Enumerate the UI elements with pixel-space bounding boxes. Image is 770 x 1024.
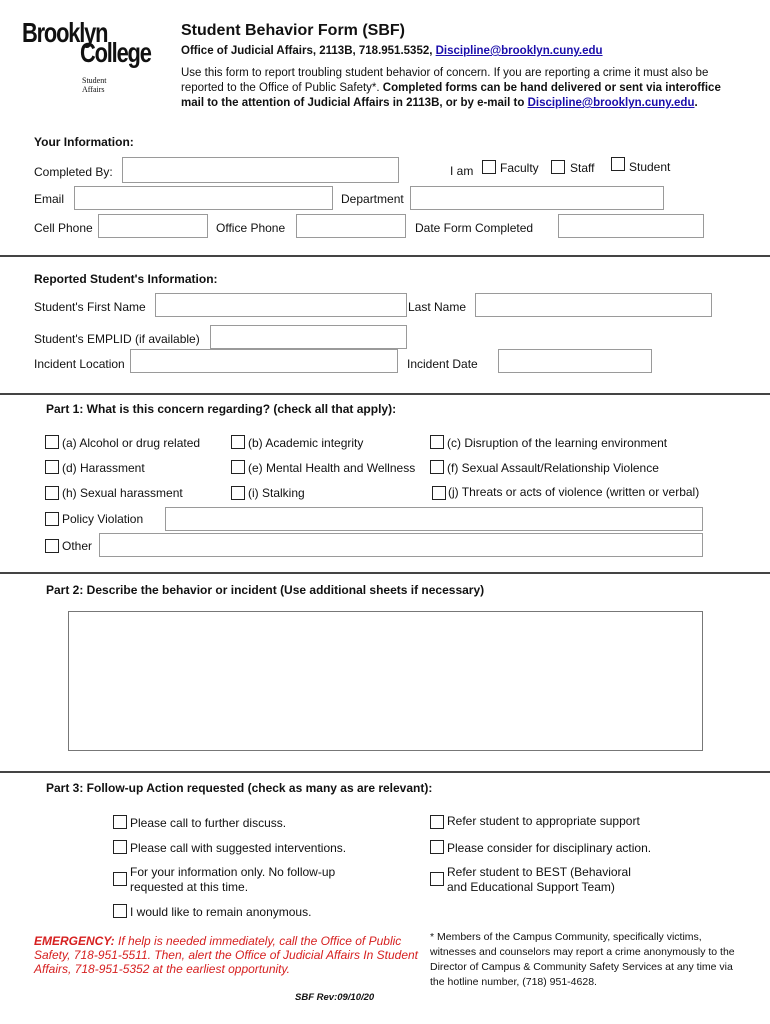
harassment-checkbox[interactable]: [45, 460, 59, 474]
intro-text: Use this form to report troubling student behavior of concern. If you are reporting a crime it must also be reported to the Office of Public Safety*.: [181, 67, 709, 94]
form-title: Student Behavior Form (SBF): [181, 22, 406, 39]
cell-phone-field[interactable]: [98, 214, 208, 238]
department-label: Department: [341, 192, 404, 206]
staff-label: Staff: [570, 161, 595, 175]
threats-checkbox[interactable]: [432, 486, 446, 500]
fyi-label-2: requested at this time.: [130, 880, 249, 894]
threats-label: (j) Threats or acts of violence (written or verbal): [448, 485, 700, 499]
call-interventions-checkbox[interactable]: [113, 840, 127, 854]
emergency-notice: [34, 934, 424, 976]
location-label: Incident Location: [34, 357, 125, 371]
disciplinary-label: Please consider for disciplinary action.: [447, 841, 652, 855]
first-name-label: Student's First Name: [34, 300, 146, 314]
email-field[interactable]: [74, 186, 333, 210]
cell-phone-label: Cell Phone: [34, 221, 93, 235]
incident-date-field[interactable]: [498, 349, 652, 373]
stalking-checkbox[interactable]: [231, 486, 245, 500]
mental-health-label: (e) Mental Health and Wellness: [248, 461, 416, 475]
sexual-assault-checkbox[interactable]: [430, 460, 444, 474]
anonymous-label: I would like to remain anonymous.: [130, 905, 312, 919]
incident-date-label: Incident Date: [407, 357, 478, 371]
staff-checkbox[interactable]: [551, 160, 565, 174]
sexual-assault-label: (f) Sexual Assault/Relationship Violence: [447, 461, 659, 475]
logo-line-2: College: [80, 37, 151, 68]
refer-support-checkbox[interactable]: [430, 815, 444, 829]
anonymous-checkbox[interactable]: [113, 904, 127, 918]
description-textarea[interactable]: [68, 611, 703, 751]
other-checkbox[interactable]: [45, 539, 59, 553]
faculty-checkbox[interactable]: [482, 160, 496, 174]
disciplinary-checkbox[interactable]: [430, 840, 444, 854]
logo-subtitle: [82, 76, 106, 94]
completed-by-label: Completed By:: [34, 165, 113, 179]
mental-health-checkbox[interactable]: [231, 460, 245, 474]
policy-violation-field[interactable]: [165, 507, 703, 531]
office-phone-field[interactable]: [296, 214, 406, 238]
divider-3: [0, 572, 770, 574]
department-field[interactable]: [410, 186, 664, 210]
emergency-label: EMERGENCY:: [34, 934, 115, 948]
office-email-link[interactable]: Discipline@brooklyn.cuny.edu: [435, 45, 603, 57]
logo-line-1: Brooklyn: [22, 17, 108, 48]
fyi-checkbox[interactable]: [113, 872, 127, 886]
location-field[interactable]: [130, 349, 398, 373]
fyi-label-1: For your information only. No follow-up: [130, 865, 336, 879]
intro-paragraph: [181, 66, 726, 111]
policy-violation-label: Policy Violation: [62, 512, 144, 526]
completed-by-field[interactable]: [122, 157, 399, 183]
stalking-label: (i) Stalking: [248, 486, 305, 500]
divider-2: [0, 393, 770, 395]
your-info-heading: Your Information:: [34, 135, 134, 149]
disruption-label: (c) Disruption of the learning environment: [447, 436, 668, 450]
student-label: Student: [629, 160, 671, 174]
divider-4: [0, 771, 770, 773]
emplid-field[interactable]: [210, 325, 407, 349]
office-line: [181, 45, 603, 57]
alcohol-checkbox[interactable]: [45, 435, 59, 449]
other-label: Other: [62, 539, 93, 553]
call-discuss-label: Please call to further discuss.: [130, 816, 287, 830]
emplid-label: Student's EMPLID (if available): [34, 332, 200, 346]
academic-integrity-label: (b) Academic integrity: [248, 436, 364, 450]
faculty-label: Faculty: [500, 161, 539, 175]
academic-integrity-checkbox[interactable]: [231, 435, 245, 449]
anonymous-reporting-footnote: * Members of the Campus Community, specifically victims, witnesses and counselors may report a crime anonymously to the Director of Campus & Community Safety Services at any time via the hotline number, (718) 951-4628.: [430, 931, 735, 988]
part2-heading: Part 2: Describe the behavior or incident (Use additional sheets if necessary): [46, 583, 485, 597]
intro-bold-text: Completed forms can be hand delivered or sent via interoffice mail to the attention of Judicial Affairs in 2113B, or by e-mail to: [181, 82, 721, 109]
call-discuss-checkbox[interactable]: [113, 815, 127, 829]
refer-best-checkbox[interactable]: [430, 872, 444, 886]
intro-email-link[interactable]: Discipline@brooklyn.cuny.edu: [527, 97, 695, 109]
date-completed-field[interactable]: [558, 214, 704, 238]
student-checkbox[interactable]: [611, 157, 625, 171]
last-name-label: Last Name: [408, 300, 467, 314]
part3-heading: Part 3: Follow-up Action requested (check as many as are relevant):: [46, 781, 433, 795]
divider-1: [0, 255, 770, 257]
logo-sub-1: Student: [82, 76, 107, 85]
alcohol-label: (a) Alcohol or drug related: [62, 436, 201, 450]
email-label: Email: [34, 192, 65, 206]
i-am-label: I am: [450, 164, 474, 178]
office-phone-label: Office Phone: [216, 221, 286, 235]
refer-support-label: Refer student to appropriate support: [447, 814, 640, 828]
refer-best-label-1: Refer student to BEST (Behavioral: [447, 865, 631, 879]
sexual-harassment-label: (h) Sexual harassment: [62, 486, 183, 500]
part1-heading: Part 1: What is this concern regarding? (check all that apply):: [46, 402, 397, 416]
other-field[interactable]: [99, 533, 703, 557]
refer-best-label-2: and Educational Support Team): [447, 880, 615, 894]
logo-sub-2: Affairs: [82, 85, 105, 94]
date-completed-label: Date Form Completed: [415, 221, 534, 235]
harassment-label: (d) Harassment: [62, 461, 145, 475]
first-name-field[interactable]: [155, 293, 407, 317]
reported-heading: Reported Student's Information:: [34, 272, 218, 286]
revision-label: SBF Rev:09/10/20: [295, 992, 375, 1003]
intro-end: .: [694, 97, 698, 109]
office-text: Office of Judicial Affairs, 2113B, 718.951.5352,: [181, 45, 436, 57]
disruption-checkbox[interactable]: [430, 435, 444, 449]
emergency-text: If help is needed immediately, call the Office of Public Safety, 718-951-5511. Then, alert the Office of Judicial Affairs In Student Affairs, 718-951-5352 at the earliest opportunity.: [34, 934, 418, 976]
sexual-harassment-checkbox[interactable]: [45, 486, 59, 500]
last-name-field[interactable]: [475, 293, 712, 317]
policy-violation-checkbox[interactable]: [45, 512, 59, 526]
call-interventions-label: Please call with suggested interventions.: [130, 841, 347, 855]
